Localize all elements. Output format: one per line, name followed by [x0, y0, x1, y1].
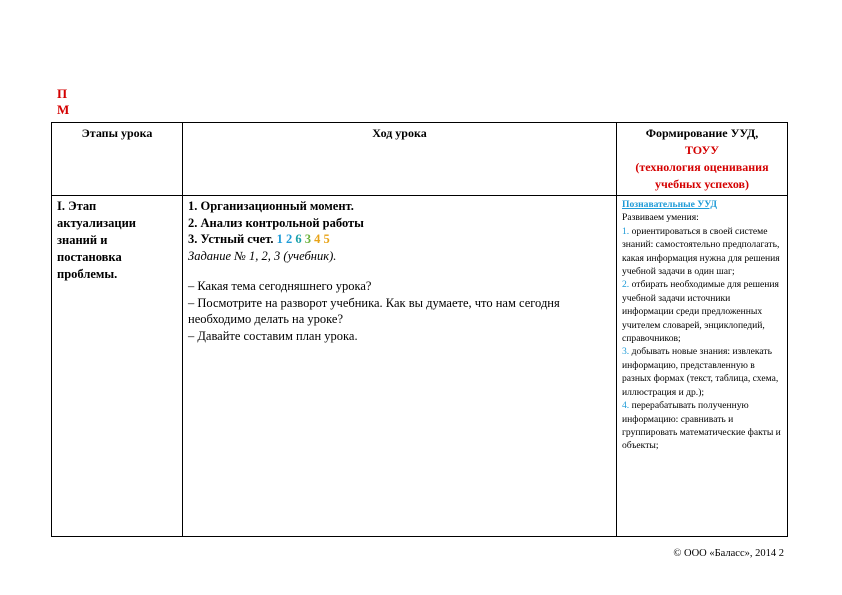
uud-num-4: 4.	[622, 400, 630, 412]
slide-link-4[interactable]: 4	[314, 232, 321, 246]
uud-item-3	[622, 345, 782, 399]
corner-label	[57, 86, 69, 118]
slide-link-1[interactable]: 1	[276, 232, 283, 246]
course-question-1: – Какая тема сегодняшнего урока?	[188, 279, 372, 293]
header-stages: Этапы урока	[52, 123, 183, 196]
header-row	[52, 123, 788, 196]
uud-text-2: отбирать необходимые для решения учебной задачи источники информации среди предложенных учителем словарей, энциклопедий, справочников;	[622, 279, 779, 345]
header-uud-line2: ТОУУ	[684, 143, 720, 157]
lesson-table	[51, 122, 788, 537]
course-item-1: 1. Организационный момент.	[188, 199, 354, 213]
slide-link-5[interactable]: 5	[323, 232, 330, 246]
header-course: Ход урока	[183, 123, 617, 196]
course-question-3: – Давайте составим план урока.	[188, 328, 358, 343]
uud-text-4: перерабатывать полученную информацию: сравнивать и группировать математические факты и объекты;	[622, 400, 781, 452]
stage-cell	[52, 196, 183, 537]
page-footer: © ООО «Баласс», 2014 2	[673, 548, 784, 559]
header-uud-line3: (технология оценивания	[635, 160, 769, 174]
course-cell	[183, 196, 617, 537]
uud-text-3: добывать новые знания: извлекать информацию, представленную в разных формах (текст, таблица, схема, иллюстрация и др.);	[622, 346, 779, 398]
stage-line: I. Этап	[57, 199, 97, 213]
uud-cell	[617, 196, 788, 537]
table-row	[52, 196, 788, 537]
course-item-3-row	[188, 231, 611, 248]
slide-link-2[interactable]: 2	[286, 232, 293, 246]
slide-link-6[interactable]: 6	[295, 232, 302, 246]
uud-item-2	[622, 278, 782, 345]
header-uud-line1: Формирование УУД,	[645, 126, 759, 140]
stage-line: актуализации	[57, 216, 136, 230]
course-question-2: – Посмотрите на разворот учебника. Как вы думаете, что нам сегодня необходимо делать на уроке?	[188, 295, 560, 326]
uud-title: Познавательные УУД	[622, 199, 717, 210]
uud-item-4	[622, 399, 782, 453]
stage-line: проблемы.	[57, 267, 118, 281]
header-uud	[617, 123, 788, 196]
course-task: Задание № 1, 2, 3 (учебник).	[188, 248, 337, 263]
course-item-3: 3. Устный счет.	[188, 232, 274, 246]
uud-num-1: 1.	[622, 225, 630, 237]
slide-link-3[interactable]: 3	[304, 232, 312, 246]
stage-line: постановка	[57, 250, 122, 264]
uud-num-3: 3.	[622, 346, 630, 358]
uud-num-2: 2.	[622, 279, 630, 291]
uud-text-1: ориентироваться в своей системе знаний: самостоятельно предполагать, какая информация нужна для решения учебной задачи в один шаг;	[622, 225, 780, 278]
header-uud-line4: учебных успехов)	[654, 177, 750, 191]
corner-letter-m: М	[57, 102, 70, 117]
uud-item-1	[622, 225, 782, 279]
uud-intro: Развиваем умения:	[622, 212, 699, 224]
course-item-2: 2. Анализ контрольной работы	[188, 215, 364, 230]
stage-line: знаний и	[57, 233, 108, 247]
corner-letter-p: П	[57, 86, 68, 101]
